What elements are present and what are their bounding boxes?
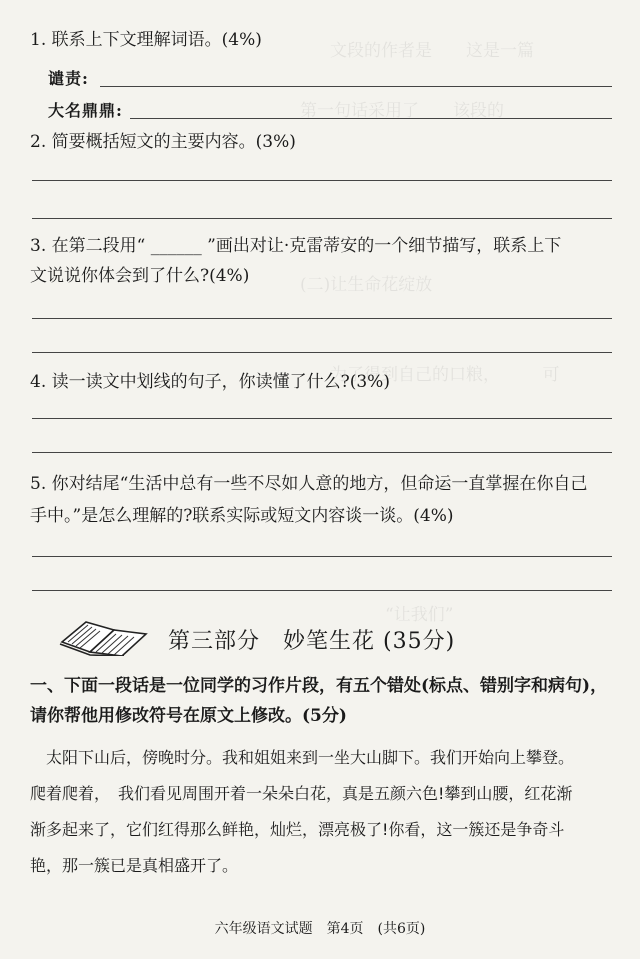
open-book-icon [56, 612, 156, 656]
question-2: 2. 简要概括短文的主要内容。(3%) [30, 132, 296, 152]
answer-line[interactable] [32, 452, 612, 453]
question-3-line-2: 文说说你体会到了什么?(4%) [30, 266, 250, 286]
question-1: 1. 联系上下文理解词语。(4%) [30, 30, 262, 50]
answer-line[interactable] [100, 86, 612, 87]
answer-line[interactable] [32, 556, 612, 557]
page-footer: 六年级语文试题 第4页 (共6页) [214, 921, 426, 937]
question-4: 4. 读一读文中划线的句子，你读懂了什么?(3%) [30, 372, 390, 392]
passage-line: 爬着爬着， 我们看见周围开着一朵朵白花，真是五颜六色!攀到山腰，红花渐 [30, 784, 573, 803]
exam-page: 文段的作者是 这是一篇 第一句话采用了 该段的 (二)让生命花绽放 为了得到自己的口粮， 可 “让我们” 1. 联系上下文理解词语。(4%) 谴责: 大名鼎鼎: 2. 简要概括短文的主要内容。(3%) 3. 在第二段用“ ______ ”画出对让·克雷蒂安的一个细节描写，联系上下 文说说你体会到了什么?(4%) 4. 读一读文中划线的句子，你读懂了什么?(3%) 5. 你对结尾“生活中总有一些不尽如人意的地方，但命运一直掌握在你自己 手中。”是怎么理解的?联系实际或短文内容谈一谈。(4%) 第三部分 妙笔生花 (35分) 一、下面一段话是一位同学的习作片段，有五个错处(标点、错别字和病句)， 请你帮他用修改符号在原文上修改。(5分) 太阳下山后，傍晚时分。我和姐姐来到一坐大山脚下。我们开始向上攀登。 爬着爬着， 我们看见周围开着一朵朵白花，真是五颜六色!攀到山腰，红花渐 渐多起来了，它们红得那么鲜艳，灿烂，漂亮极了!你看，这一簇还是争奇斗 艳，那一簇已是真相盛开了。 六年级语文试题 第4页 (共6页) [0, 0, 640, 959]
passage-line: 艳，那一簇已是真相盛开了。 [30, 856, 239, 875]
passage-line: 太阳下山后，傍晚时分。我和姐姐来到一坐大山脚下。我们开始向上攀登。 [30, 748, 575, 767]
question-3-line-1: 3. 在第二段用“ ______ ”画出对让·克雷蒂安的一个细节描写，联系上下 [30, 236, 562, 256]
answer-line[interactable] [32, 218, 612, 219]
answer-line[interactable] [130, 118, 612, 119]
answer-line[interactable] [32, 418, 612, 419]
word-label-1: 谴责: [48, 69, 89, 88]
answer-line[interactable] [32, 180, 612, 181]
answer-line[interactable] [32, 352, 612, 353]
question-5-line-2: 手中。”是怎么理解的?联系实际或短文内容谈一谈。(4%) [30, 506, 454, 526]
section-3-title: 第三部分 妙笔生花 (35分) [168, 629, 456, 654]
word-label-2: 大名鼎鼎: [48, 101, 123, 120]
answer-line[interactable] [32, 590, 612, 591]
passage-line: 渐多起来了，它们红得那么鲜艳，灿烂，漂亮极了!你看，这一簇还是争奇斗 [30, 820, 565, 839]
question-5-line-1: 5. 你对结尾“生活中总有一些不尽如人意的地方，但命运一直掌握在你自己 [30, 474, 588, 494]
task-line-2: 请你帮他用修改符号在原文上修改。(5分) [30, 706, 347, 726]
task-line-1: 一、下面一段话是一位同学的习作片段，有五个错处(标点、错别字和病句)， [30, 676, 608, 696]
answer-line[interactable] [32, 318, 612, 319]
